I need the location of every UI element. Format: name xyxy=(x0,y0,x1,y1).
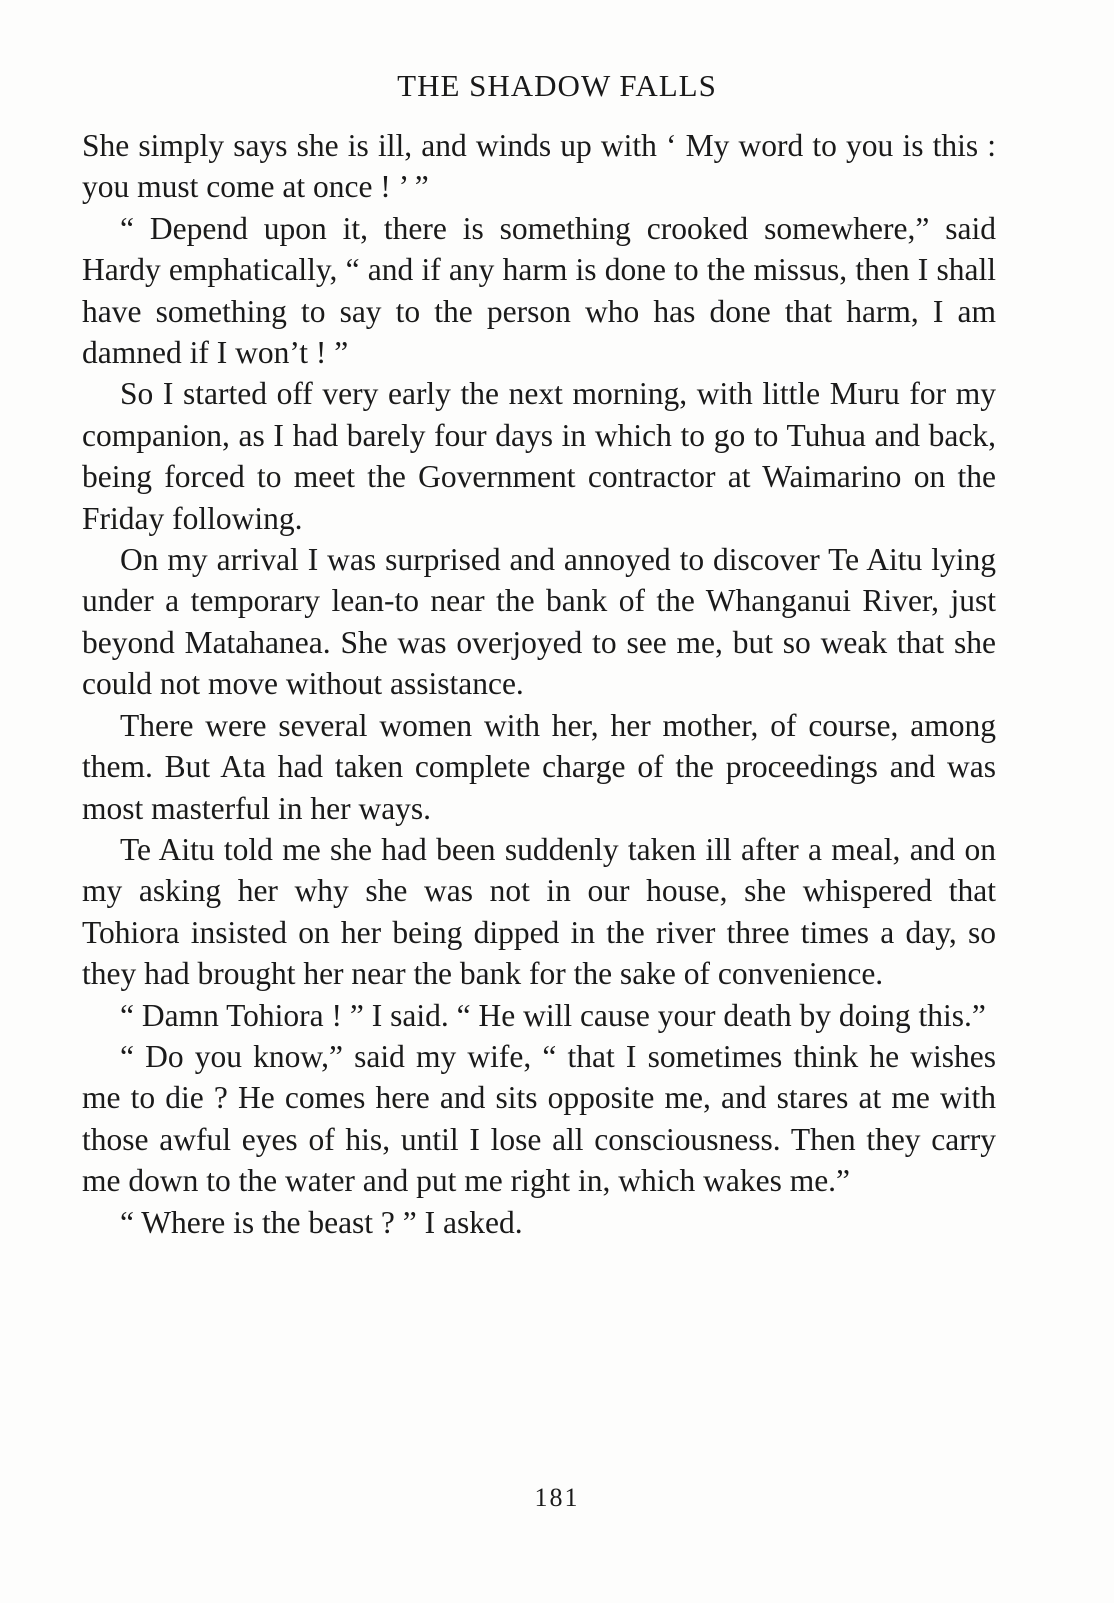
running-head: THE SHADOW FALLS xyxy=(397,68,717,103)
paragraph-7: “ Damn Tohiora ! ” I said. “ He will cause your death by doing this.” xyxy=(120,997,986,1033)
paragraph-5: There were several women with her, her mother, of course, among them. But Ata had taken complete charge of the proceedings and was most masterful in her ways. xyxy=(82,707,996,826)
paragraph-8: “ Do you know,” said my wife, “ that I sometimes think he wishes me to die ? He comes here and sits opposite me, and stares at me with those awful eyes of his, until I lose all consciousness. Then they carry me down to the water and put me right in, which wakes me.” xyxy=(82,1038,996,1199)
paragraph-3: So I started off very early the next morning, with little Muru for my companion, as I had barely four days in which to go to Tuhua and back, being forced to meet the Government contractor at Waimarino on the Friday following. xyxy=(82,376,996,536)
paragraph-1: She simply says she is ill, and winds up with ‘ My word to you is this : you must come at once ! ’ ” xyxy=(82,128,996,205)
paragraph-6: Te Aitu told me she had been suddenly taken ill after a meal, and on my asking her why she was not in our house, she whispered that Tohiora insisted on her being dipped in the river three times a day, so they had brought her near the bank for the sake of convenience. xyxy=(82,831,996,992)
paragraph-9: “ Where is the beast ? ” I asked. xyxy=(120,1204,523,1240)
paragraph-4: On my arrival I was surprised and annoyed to discover Te Aitu lying under a temporary lean-to near the bank of the Whanganui River, just beyond Matahanea. She was overjoyed to see me, but so weak that she could not move without assistance. xyxy=(82,542,996,702)
paragraph-2: “ Depend upon it, there is something crooked somewhere,” said Hardy emphatically, “ and if any harm is done to the missus, then I shall have something to say to the person who has done that harm, I am damned if I won’t ! ” xyxy=(82,210,996,371)
body-text xyxy=(82,125,996,1243)
page-number: 181 xyxy=(534,1483,580,1512)
